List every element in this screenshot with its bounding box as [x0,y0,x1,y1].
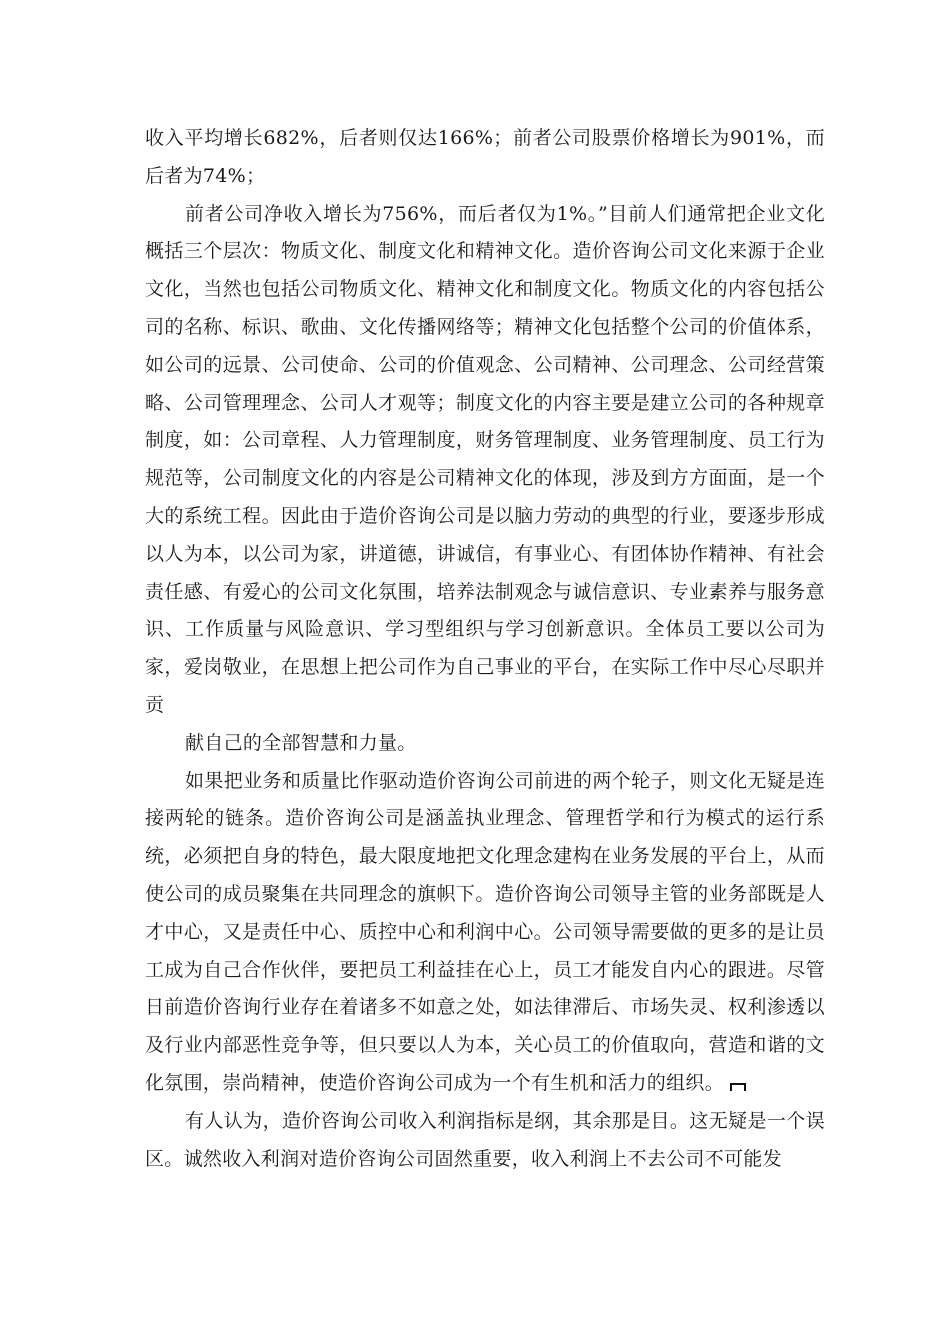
paragraph-3 [145,725,825,763]
paragraph-4-text: 如果把业务和质量比作驱动造价咨询公司前进的两个轮子，则文化无疑是连接两轮的链条。造价咨询公司是涵盖执业理念、管理哲学和行为模式的运行系统，必须把自身的特色，最大限度地把文化理念建构在业务发展的平台上，从而使公司的成员聚集在共同理念的旗帜下。造价咨询公司领导主管的业务部既是人才中心，又是责任中心、质控中心和利润中心。公司领导需要做的更多的是让员工成为自己合作伙伴，要把员工利益挂在心上，员工才能发自内心的跟进。尽管日前造价咨询行业存在着诸多不如意之处，如法律滞后、市场失灵、权利渗透以及行业内部恶性竞争等，但只要以人为本，关心员工的价值取向，营造和谐的文化氛围，崇尚精神，使造价咨询公司成为一个有生机和活力的组织。 [145,769,825,1094]
paragraph-2-text: 前者公司净收入增长为756%，而后者仅为1%。”目前人们通常把企业文化概括三个层次：物质文化、制度文化和精神文化。造价咨询公司文化来源于企业文化，当然也包括公司物质文化、精神文化和制度文化。物质文化的内容包括公司的名称、标识、歌曲、文化传播网络等；精神文化包括整个公司的价值体系，如公司的远景、公司使命、公司的价值观念、公司精神、公司理念、公司经营策略、公司管理理念、公司人才观等；制度文化的内容主要是建立公司的各种规章制度，如：公司章程、人力管理制度，财务管理制度、业务管理制度、员工行为规范等，公司制度文化的内容是公司精神文化的体现，涉及到方方面面，是一个大的系统工程。因此由于造价咨询公司是以脑力劳动的典型的行业，要逐步形成以人为本，以公司为家，讲道德，讲诚信，有事业心、有团体协作精神、有社会责任感、有爱心的公司文化氛围，培养法制观念与诚信意识、专业素养与服务意识、工作质量与风险意识、学习型组织与学习创新意识。全体员工要以公司为家，爱岗敬业，在思想上把公司作为自己事业的平台，在实际工作中尽心尽职并贡 [145,202,825,716]
paragraph-end-mark-icon [730,1083,746,1091]
paragraph-1-text: 收入平均增长682%，后者则仅达166%；前者公司股票价格增长为901%，而后者为74%； [145,127,825,187]
paragraph-5-text: 有人认为，造价咨询公司收入利润指标是纲，其余那是目。这无疑是一个误区。诚然收入利润对造价咨询公司固然重要，收入利润上不去公司不可能发 [145,1109,825,1170]
paragraph-3-text: 献自己的全部智慧和力量。 [185,731,417,754]
body-text [145,120,825,1178]
paragraph-2 [145,196,825,725]
paragraph-5 [145,1103,825,1179]
paragraph-4 [145,763,825,1103]
paragraph-1 [145,120,825,196]
